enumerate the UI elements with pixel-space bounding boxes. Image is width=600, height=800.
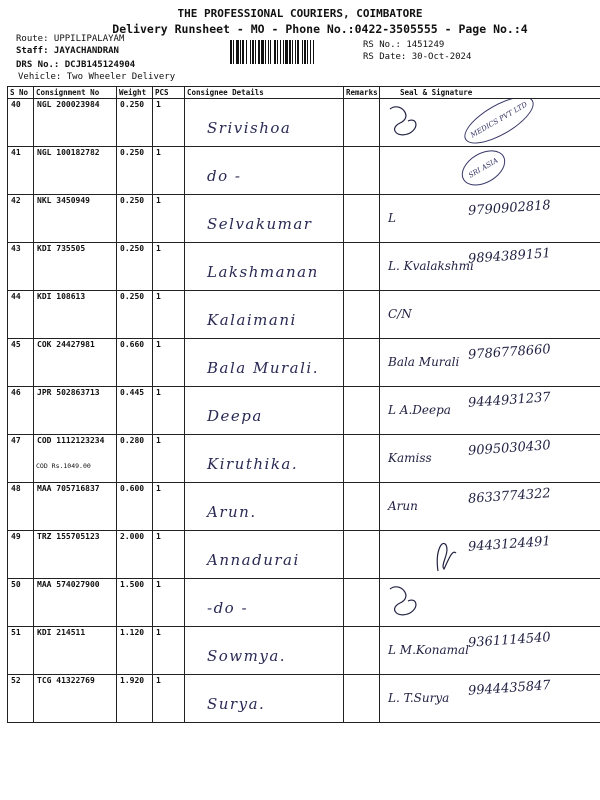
signature-area bbox=[380, 243, 600, 290]
rs-date: RS Date: 30-Oct-2024 bbox=[363, 52, 472, 62]
signature-phone: 9444931237 bbox=[467, 390, 552, 411]
table-row bbox=[8, 243, 600, 291]
runsheet-title: Delivery Runsheet - MO - Phone No.:0422-3505555 - Page No.:4 bbox=[112, 22, 528, 36]
remarks-cell bbox=[344, 387, 380, 435]
signature-phone: 9894389151 bbox=[467, 246, 552, 267]
signature-area bbox=[380, 531, 600, 578]
col-pcs: PCS bbox=[153, 87, 185, 99]
pieces-count: 1 bbox=[156, 580, 161, 589]
serial-number: 46 bbox=[11, 388, 21, 397]
consignee-name: Deepa bbox=[207, 407, 263, 425]
remarks-cell bbox=[344, 531, 380, 579]
pieces-count: 1 bbox=[156, 484, 161, 493]
handwritten-signature: L bbox=[388, 211, 396, 225]
remarks-cell bbox=[344, 675, 380, 723]
signature-area bbox=[380, 291, 600, 338]
remarks-cell bbox=[344, 435, 380, 483]
table-row bbox=[8, 435, 600, 483]
rs-number: RS No.: 1451249 bbox=[363, 40, 445, 50]
consignment-number: KDI 108613 bbox=[37, 292, 86, 301]
weight-value: 0.660 bbox=[120, 340, 145, 349]
handwritten-signature: L. Kvalakshmi bbox=[388, 259, 474, 273]
signature-area bbox=[380, 195, 600, 242]
signature-scribble bbox=[380, 531, 600, 578]
consignee-name: Kiruthika. bbox=[207, 455, 299, 473]
serial-number: 45 bbox=[11, 340, 21, 349]
signature-phone: 8633774322 bbox=[467, 486, 552, 507]
consignment-number: COK 24427981 bbox=[37, 340, 95, 349]
serial-number: 41 bbox=[11, 148, 21, 157]
consignee-name: do - bbox=[207, 167, 242, 185]
consignment-number: MAA 574027900 bbox=[37, 580, 100, 589]
consignee-name: Srivishoa bbox=[207, 119, 292, 137]
weight-value: 0.250 bbox=[120, 100, 145, 109]
weight-value: 0.250 bbox=[120, 292, 145, 301]
remarks-cell bbox=[344, 483, 380, 531]
remarks-cell bbox=[344, 243, 380, 291]
company-name: THE PROFESSIONAL COURIERS, COIMBATORE bbox=[177, 7, 423, 20]
weight-value: 0.250 bbox=[120, 148, 145, 157]
pieces-count: 1 bbox=[156, 676, 161, 685]
handwritten-signature: Arun bbox=[388, 499, 418, 513]
handwritten-signature: L A.Deepa bbox=[388, 403, 451, 417]
col-sno: S No bbox=[8, 87, 34, 99]
signature-area bbox=[380, 435, 600, 482]
remarks-cell bbox=[344, 195, 380, 243]
consignment-number: NGL 200023984 bbox=[37, 100, 100, 109]
table-row bbox=[8, 579, 600, 627]
table-header bbox=[8, 87, 600, 99]
signature-area bbox=[380, 99, 600, 146]
table-row bbox=[8, 99, 600, 147]
consignment-number: TCG 41322769 bbox=[37, 676, 95, 685]
table-row bbox=[8, 627, 600, 675]
col-signature: Seal & Signature bbox=[380, 87, 600, 99]
signature-scribble bbox=[380, 579, 600, 626]
consignee-name: Bala Murali. bbox=[207, 359, 319, 377]
pieces-count: 1 bbox=[156, 532, 161, 541]
consignment-number: COD 1112123234 bbox=[37, 436, 105, 445]
consignment-number: JPR 502863713 bbox=[37, 388, 100, 397]
table-row bbox=[8, 339, 600, 387]
staff-label: Staff: JAYACHANDRAN bbox=[16, 46, 119, 56]
weight-value: 0.280 bbox=[120, 436, 145, 445]
consignee-name: Selvakumar bbox=[207, 215, 313, 233]
serial-number: 43 bbox=[11, 244, 21, 253]
signature-scribble bbox=[380, 99, 600, 146]
table-row bbox=[8, 531, 600, 579]
serial-number: 49 bbox=[11, 532, 21, 541]
serial-number: 51 bbox=[11, 628, 21, 637]
weight-value: 1.500 bbox=[120, 580, 145, 589]
table-row bbox=[8, 675, 600, 723]
signature-area bbox=[380, 579, 600, 626]
signature-phone: 9944435847 bbox=[467, 678, 552, 699]
table-row bbox=[8, 387, 600, 435]
table-row bbox=[8, 147, 600, 195]
col-consignee: Consignee Details bbox=[185, 87, 344, 99]
consignment-number: MAA 705716837 bbox=[37, 484, 100, 493]
col-remarks: Remarks bbox=[344, 87, 380, 99]
consignment-number: KDI 214511 bbox=[37, 628, 86, 637]
signature-phone: 9095030430 bbox=[467, 438, 552, 459]
col-consignment: Consignment No bbox=[34, 87, 117, 99]
serial-number: 44 bbox=[11, 292, 21, 301]
consignee-name: Surya. bbox=[207, 695, 266, 713]
cod-amount: COD Rs.1049.00 bbox=[36, 462, 91, 470]
signature-phone: 9361114540 bbox=[467, 630, 552, 651]
pieces-count: 1 bbox=[156, 628, 161, 637]
signature-phone: 9790902818 bbox=[467, 198, 552, 219]
pieces-count: 1 bbox=[156, 100, 161, 109]
consignee-name: Annadurai bbox=[207, 551, 300, 569]
table-row bbox=[8, 195, 600, 243]
pieces-count: 1 bbox=[156, 292, 161, 301]
consignment-number: TRZ 155705123 bbox=[37, 532, 100, 541]
signature-area bbox=[380, 675, 600, 722]
col-weight: Weight bbox=[117, 87, 153, 99]
remarks-cell bbox=[344, 339, 380, 387]
weight-value: 1.120 bbox=[120, 628, 145, 637]
consignee-name: Sowmya. bbox=[207, 647, 287, 665]
serial-number: 42 bbox=[11, 196, 21, 205]
remarks-cell bbox=[344, 627, 380, 675]
signature-area bbox=[380, 147, 600, 194]
serial-number: 48 bbox=[11, 484, 21, 493]
handwritten-signature: Kamiss bbox=[388, 451, 432, 465]
pieces-count: 1 bbox=[156, 148, 161, 157]
remarks-cell bbox=[344, 147, 380, 195]
weight-value: 2.000 bbox=[120, 532, 145, 541]
consignee-name: Arun. bbox=[207, 503, 257, 521]
handwritten-signature: L. T.Surya bbox=[388, 691, 450, 705]
consignee-name: Kalaimani bbox=[207, 311, 297, 329]
table-row bbox=[8, 291, 600, 339]
signature-area bbox=[380, 387, 600, 434]
consignee-name: Lakshmanan bbox=[207, 263, 319, 281]
serial-number: 47 bbox=[11, 436, 21, 445]
barcode bbox=[230, 40, 358, 64]
table-row bbox=[8, 483, 600, 531]
handwritten-signature: L M.Konamal bbox=[388, 643, 470, 657]
remarks-cell bbox=[344, 99, 380, 147]
serial-number: 50 bbox=[11, 580, 21, 589]
weight-value: 0.445 bbox=[120, 388, 145, 397]
serial-number: 40 bbox=[11, 100, 21, 109]
remarks-cell bbox=[344, 291, 380, 339]
pieces-count: 1 bbox=[156, 436, 161, 445]
weight-value: 0.250 bbox=[120, 196, 145, 205]
runsheet-table bbox=[7, 86, 600, 723]
serial-number: 52 bbox=[11, 676, 21, 685]
weight-value: 0.250 bbox=[120, 244, 145, 253]
route-label: Route: UPPILIPALAYAM bbox=[16, 34, 125, 44]
weight-value: 1.920 bbox=[120, 676, 145, 685]
consignment-number: NGL 100182782 bbox=[37, 148, 100, 157]
handwritten-signature: C/N bbox=[388, 307, 412, 321]
pieces-count: 1 bbox=[156, 244, 161, 253]
pieces-count: 1 bbox=[156, 196, 161, 205]
company-seal: MEDICS PVT LTD bbox=[458, 99, 541, 146]
signature-phone: 9443124491 bbox=[467, 534, 552, 555]
handwritten-signature: Bala Murali bbox=[388, 355, 460, 369]
pieces-count: 1 bbox=[156, 340, 161, 349]
remarks-cell bbox=[344, 579, 380, 627]
signature-area bbox=[380, 339, 600, 386]
signature-area bbox=[380, 483, 600, 530]
signature-phone: 9786778660 bbox=[467, 342, 552, 363]
vehicle-label: Vehicle: Two Wheeler Delivery bbox=[18, 72, 176, 82]
consignment-number: NKL 3450949 bbox=[37, 196, 90, 205]
pieces-count: 1 bbox=[156, 388, 161, 397]
signature-area bbox=[380, 627, 600, 674]
consignment-number: KDI 735505 bbox=[37, 244, 86, 253]
weight-value: 0.600 bbox=[120, 484, 145, 493]
consignee-name: -do - bbox=[207, 599, 249, 617]
drs-number: DRS No.: DCJB145124904 bbox=[16, 60, 136, 70]
company-seal: SRI ASIA bbox=[456, 147, 511, 193]
